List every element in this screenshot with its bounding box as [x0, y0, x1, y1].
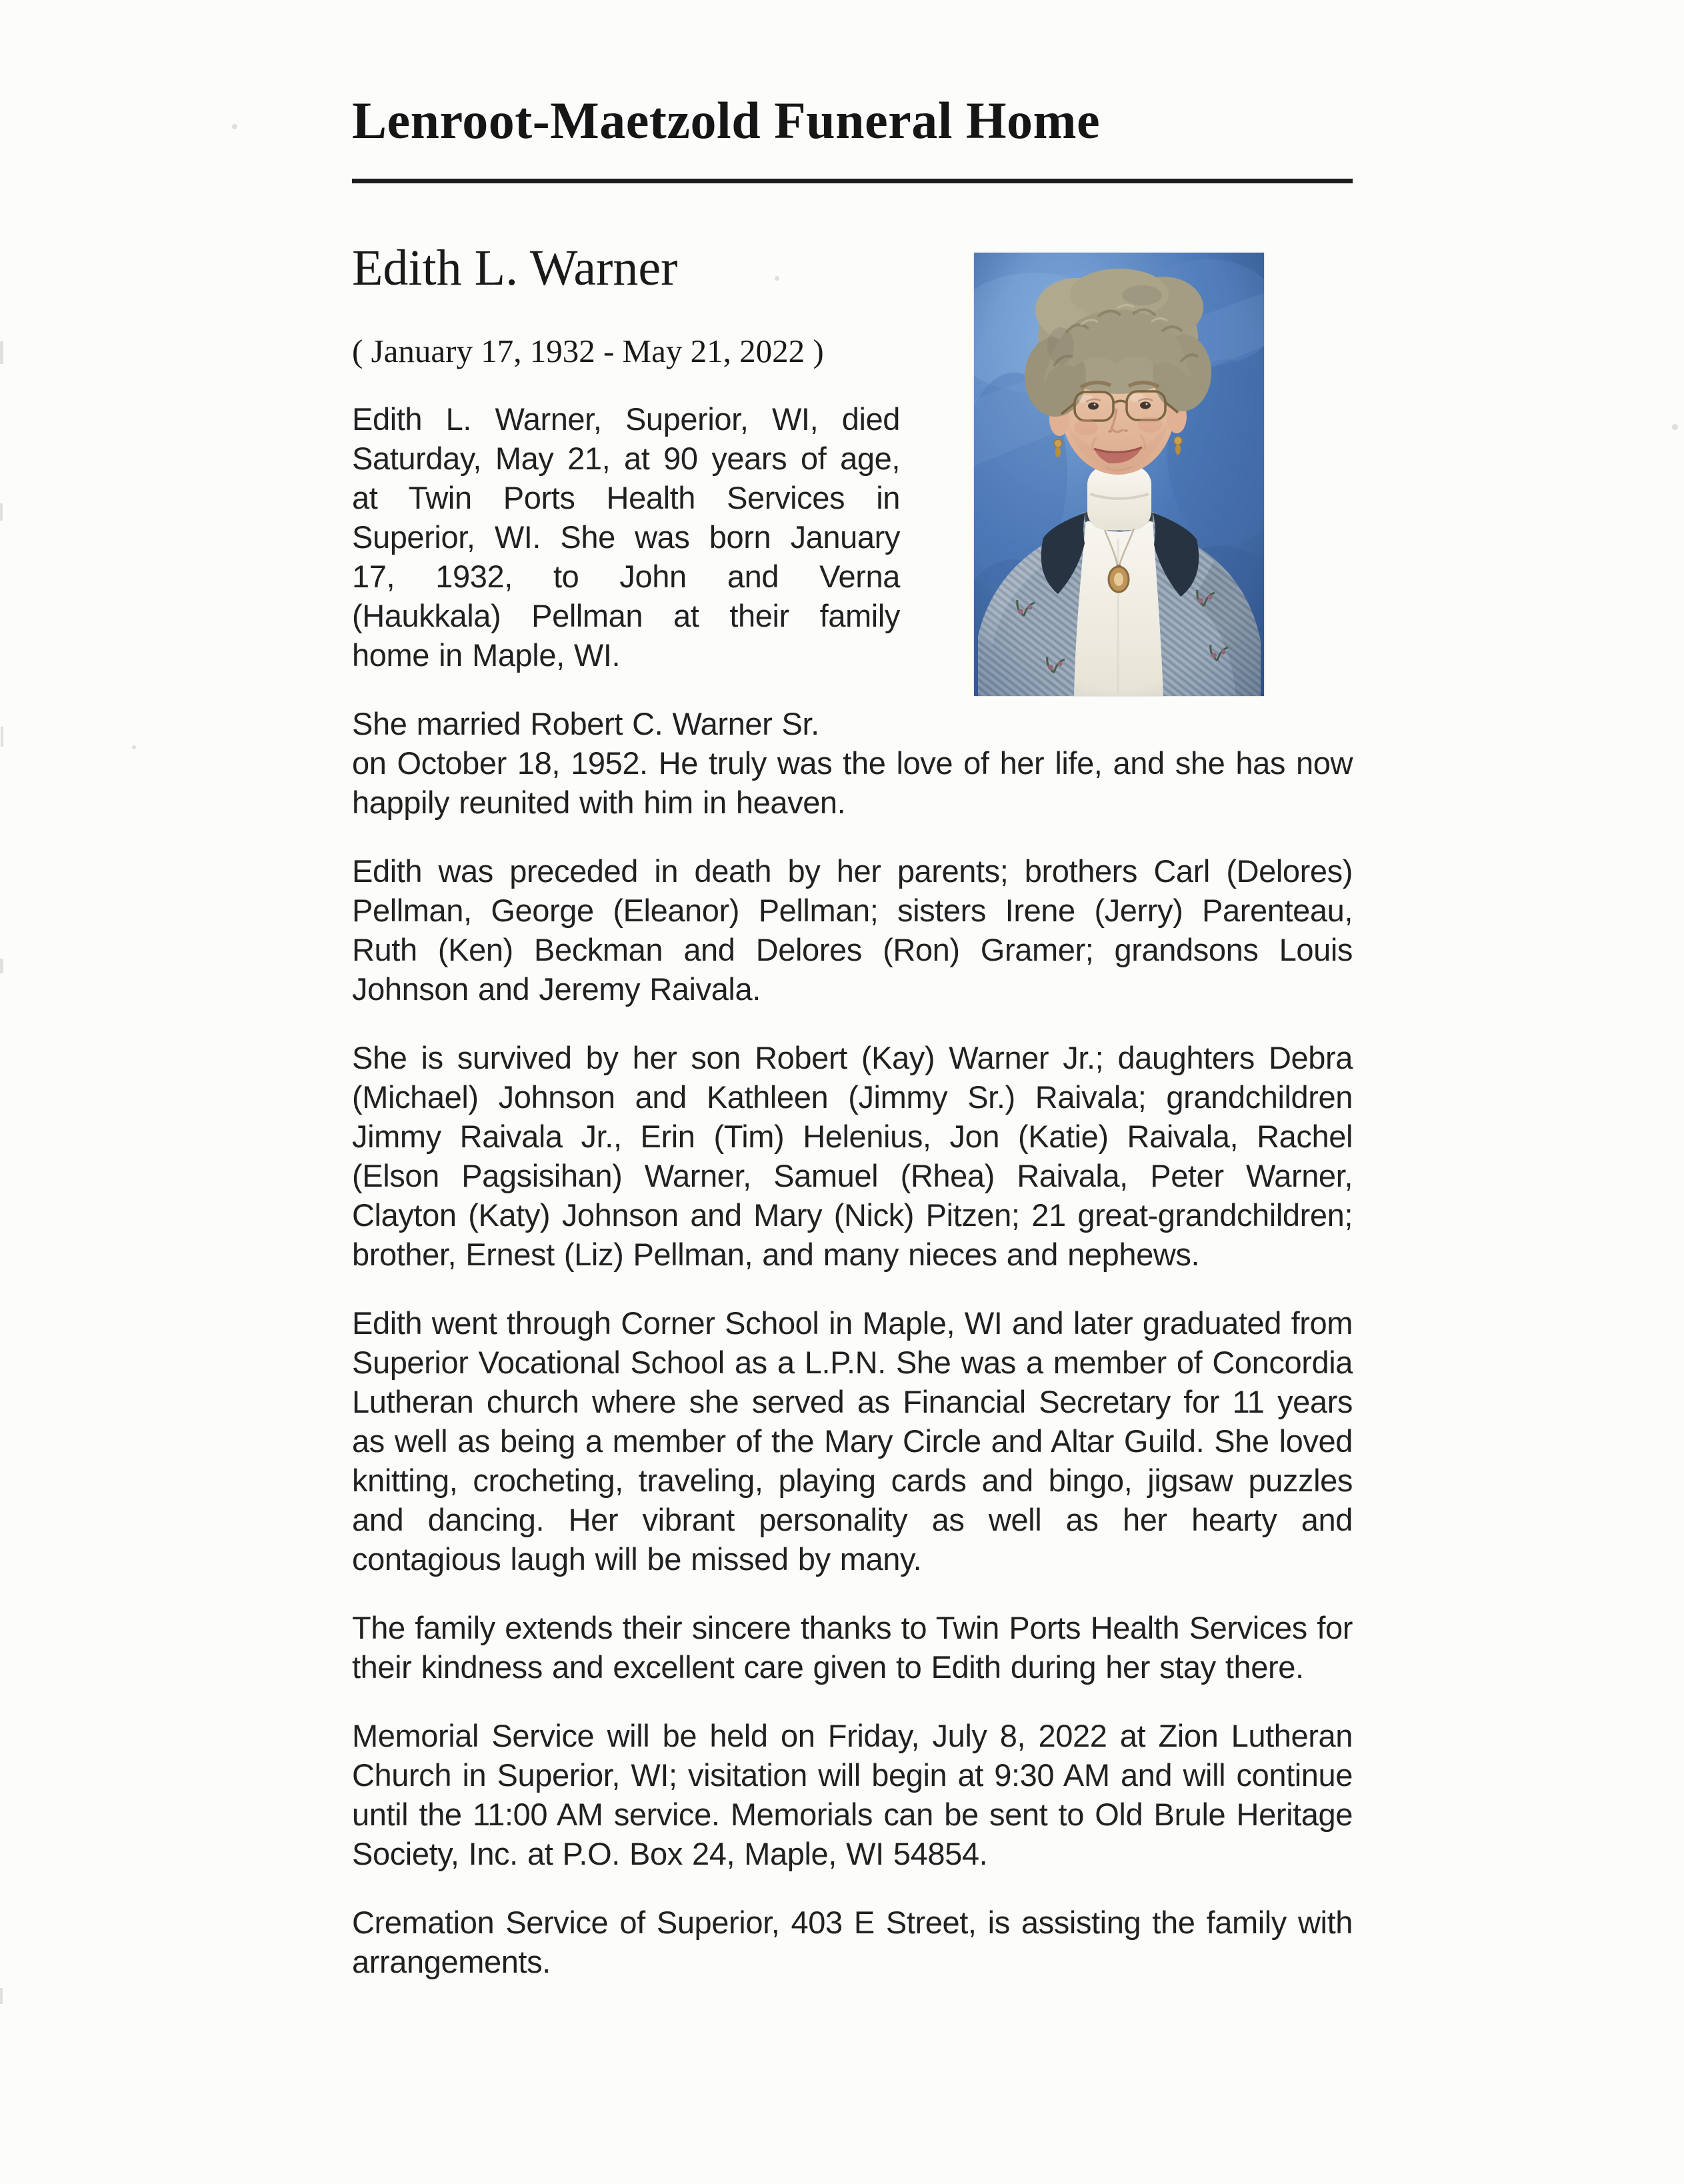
funeral-home-title: Lenroot-Maetzold Funeral Home	[352, 91, 1101, 149]
paragraph-life: Edith went through Corner School in Maple, WI and later graduated from Superior Vocational School as a L.P.N. She was a member of Concordia Lutheran church where she served as Financial Secretary for 11 years as well as being a member of the Mary Circle and Altar Guild. She loved knitting, crocheting, traveling, playing cards and bingo, jigsaw puzzles and dancing. Her vibrant personality as well as her hearty and contagious laugh will be missed by many.	[352, 1305, 1353, 1577]
married-rest: on October 18, 1952. He truly was the love of her life, and she has now happily reunited with him in heaven.	[352, 745, 1353, 820]
scan-artifact	[0, 503, 3, 521]
paragraph-cremation: Cremation Service of Superior, 403 E Street, is assisting the family with arrangements.	[352, 1905, 1353, 1979]
scan-artifact	[1, 727, 3, 747]
paragraph-preceded: Edith was preceded in death by her parents; brothers Carl (Delores) Pellman, George (Eleanor) Pellman; sisters Irene (Jerry) Parenteau, Ruth (Ken) Beckman and Delores (Ron) Gramer; grandsons Louis Johnson and Jeremy Raivala.	[352, 853, 1353, 1007]
scan-artifact	[1672, 424, 1678, 430]
paragraph-married	[352, 704, 1353, 822]
deceased-name: Edith L. Warner	[352, 240, 678, 296]
life-dates: ( January 17, 1932 - May 21, 2022 )	[352, 333, 824, 369]
scan-artifact	[0, 341, 3, 364]
scan-artifact	[132, 745, 136, 749]
portrait-float-area	[900, 183, 1353, 699]
scan-artifact	[0, 959, 3, 973]
scan-artifact	[0, 1988, 3, 2004]
scan-artifact	[232, 124, 237, 129]
paragraph-intro: Edith L. Warner, Superior, WI, died Saturday, May 21, at 90 years of age, at Twin Ports Health Services in Superior, WI. She was born January 17, 1932, to John and Verna (Haukkala) Pellman at their family home in Maple, WI.	[352, 401, 900, 673]
paragraph-service: Memorial Service will be held on Friday, July 8, 2022 at Zion Lutheran Church in Superior, WI; visitation will begin at 9:30 AM and will continue until the 11:00 AM service. Memorials can be sent to Old Brule Heritage Society, Inc. at P.O. Box 24, Maple, WI 54854.	[352, 1718, 1353, 1871]
portrait-illustration	[974, 253, 1264, 696]
paragraph-survived: She is survived by her son Robert (Kay) Warner Jr.; daughters Debra (Michael) Johnson and Kathleen (Jimmy Sr.) Raivala; grandchildren Jimmy Raivala Jr., Erin (Tim) Helenius, Jon (Katie) Raivala, Rachel (Elson Pagsisihan) Warner, Samuel (Rhea) Raivala, Peter Warner, Clayton (Katy) Johnson and Mary (Nick) Pitzen; 21 great-grandchildren; brother, Ernest (Liz) Pellman, and many nieces and nephews.	[352, 1040, 1353, 1272]
photo-vignette	[974, 253, 1264, 696]
portrait-photo	[974, 253, 1264, 696]
paragraph-thanks: The family extends their sincere thanks to Twin Ports Health Services for their kindness and excellent care given to Edith during her stay there.	[352, 1610, 1353, 1685]
document-content	[352, 93, 1353, 1981]
header-divider	[352, 179, 1353, 183]
married-line1: She married Robert C. Warner Sr.	[352, 706, 819, 741]
scan-artifact	[775, 276, 779, 281]
